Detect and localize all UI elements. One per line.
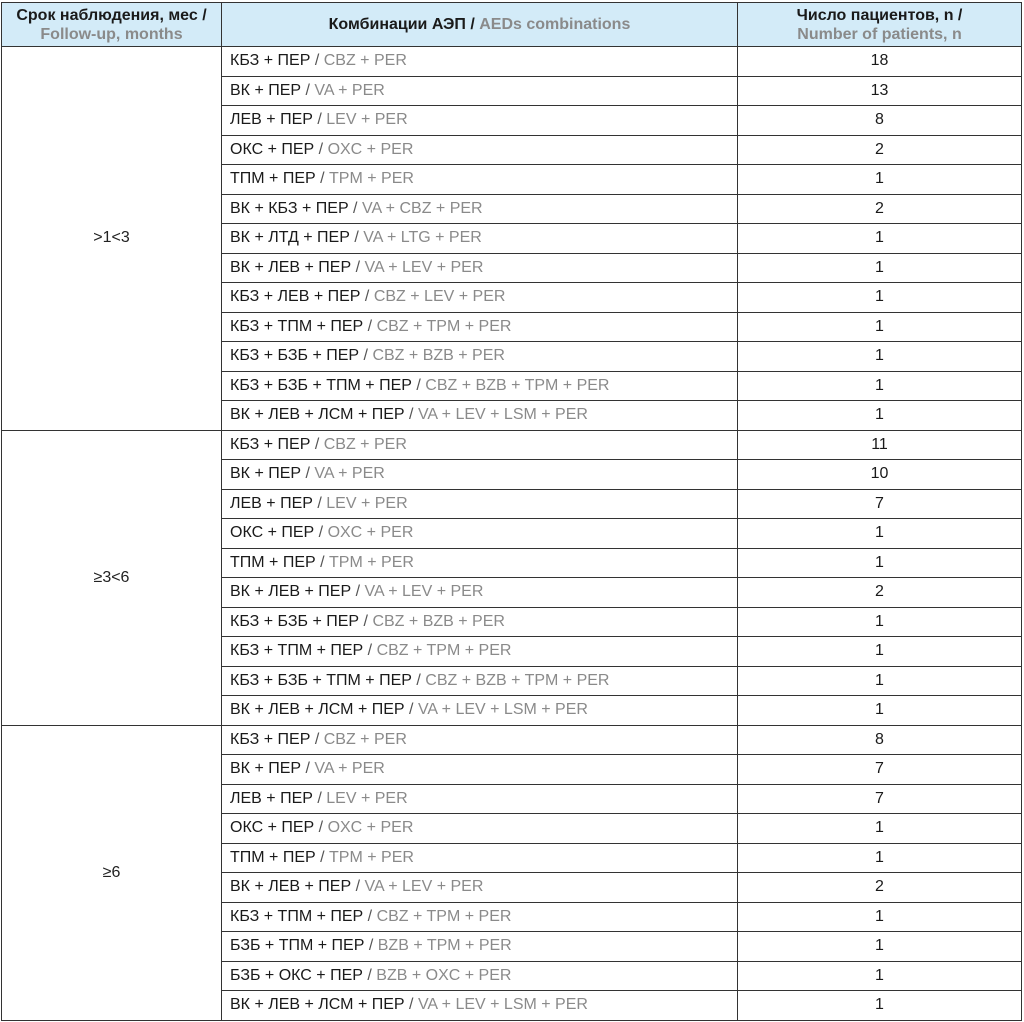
combination-ru: ВК + ЛТД + ПЕР xyxy=(230,229,350,247)
combination-en: CBZ + BZB + PER xyxy=(372,612,505,630)
table-row xyxy=(2,725,1022,755)
combination-ru: ВК + ЛЕВ + ЛСМ + ПЕР xyxy=(230,996,405,1014)
combination-ru: КБЗ + ЛЕВ + ПЕР xyxy=(230,288,361,306)
combination-cell xyxy=(222,578,738,608)
combination-cell xyxy=(222,696,738,726)
combination-ru: КБЗ + БЗБ + ПЕР xyxy=(230,612,360,630)
patients-count-cell: 1 xyxy=(738,991,1022,1021)
patients-count-cell: 13 xyxy=(738,76,1022,106)
combination-cell xyxy=(222,991,738,1021)
patients-count-cell: 2 xyxy=(738,135,1022,165)
combination-en: CBZ + PER xyxy=(323,435,407,453)
combination-en: CBZ + TPM + PER xyxy=(376,317,512,335)
header-row xyxy=(2,3,1022,47)
combination-ru: КБЗ + ПЕР xyxy=(230,730,311,748)
combination-en: CBZ + BZB + PER xyxy=(372,347,505,365)
header-combinations-ru: Комбинации АЭП / xyxy=(328,16,475,33)
combination-cell xyxy=(222,224,738,254)
combination-cell xyxy=(222,106,738,136)
table-body xyxy=(2,47,1022,1021)
header-patients-ru: Число пациентов, n / xyxy=(796,6,963,24)
combination-ru: КБЗ + ТПМ + ПЕР xyxy=(230,317,364,335)
combination-cell xyxy=(222,253,738,283)
combination-en: VA + LEV + LSM + PER xyxy=(417,701,588,719)
combination-en: OXC + PER xyxy=(327,140,414,158)
combination-separator: / xyxy=(310,730,324,748)
patients-count-cell: 8 xyxy=(738,106,1022,136)
header-patients-en: Number of patients, n xyxy=(797,25,962,43)
combination-cell xyxy=(222,607,738,637)
combination-separator: / xyxy=(314,819,328,837)
patients-count-cell: 1 xyxy=(738,224,1022,254)
combination-ru: ТПМ + ПЕР xyxy=(230,170,316,188)
combination-cell xyxy=(222,460,738,490)
aed-combinations-table xyxy=(1,2,1022,1021)
combination-cell xyxy=(222,430,738,460)
combination-cell xyxy=(222,519,738,549)
combination-cell xyxy=(222,814,738,844)
combination-ru: КБЗ + ПЕР xyxy=(230,435,311,453)
combination-cell xyxy=(222,784,738,814)
combination-separator: / xyxy=(312,494,327,512)
patients-count-cell: 1 xyxy=(738,253,1022,283)
combination-cell xyxy=(222,843,738,873)
combination-ru: ЛЕВ + ПЕР xyxy=(230,111,313,129)
combination-separator: / xyxy=(314,140,328,158)
combination-en: TPM + PER xyxy=(329,848,414,866)
combination-separator: / xyxy=(312,789,327,807)
combination-en: CBZ + LEV + PER xyxy=(373,288,506,306)
combination-separator: / xyxy=(348,199,362,217)
header-followup-ru: Срок наблюдения, мес / xyxy=(16,6,207,24)
header-followup xyxy=(2,3,222,47)
combination-en: OXC + PER xyxy=(327,819,414,837)
combination-separator: / xyxy=(411,376,426,394)
combination-ru: ВК + КБЗ + ПЕР xyxy=(230,199,349,217)
combination-cell xyxy=(222,342,738,372)
combination-ru: ВК + ПЕР xyxy=(230,465,302,483)
combination-ru: ВК + ЛЕВ + ЛСМ + ПЕР xyxy=(230,406,405,424)
followup-period-cell: ≥6 xyxy=(2,725,222,1020)
patients-count-cell: 1 xyxy=(738,371,1022,401)
combination-cell xyxy=(222,961,738,991)
patients-count-cell: 2 xyxy=(738,578,1022,608)
combination-en: VA + PER xyxy=(314,760,385,778)
patients-count-cell: 7 xyxy=(738,755,1022,785)
combination-separator: / xyxy=(315,170,330,188)
header-patients xyxy=(738,3,1022,47)
combination-en: VA + LEV + PER xyxy=(364,878,484,896)
combination-separator: / xyxy=(404,701,418,719)
combination-ru: ВК + ЛЕВ + ПЕР xyxy=(230,878,352,896)
combination-en: VA + LEV + PER xyxy=(364,258,484,276)
combination-separator: / xyxy=(351,878,365,896)
combination-cell xyxy=(222,76,738,106)
combination-cell xyxy=(222,165,738,195)
combination-separator: / xyxy=(301,465,315,483)
combination-ru: КБЗ + ТПМ + ПЕР xyxy=(230,907,364,925)
combination-ru: КБЗ + ПЕР xyxy=(230,52,311,70)
combination-ru: ВК + ПЕР xyxy=(230,760,302,778)
combination-ru: БЗБ + ОКС + ПЕР xyxy=(230,966,363,984)
combination-separator: / xyxy=(404,996,418,1014)
header-combinations-en: AEDs combinations xyxy=(479,16,631,33)
patients-count-cell: 18 xyxy=(738,47,1022,77)
combination-en: VA + LEV + LSM + PER xyxy=(417,996,588,1014)
combination-en: TPM + PER xyxy=(329,170,414,188)
combination-separator: / xyxy=(349,229,364,247)
combination-ru: КБЗ + ТПМ + ПЕР xyxy=(230,642,364,660)
patients-count-cell: 1 xyxy=(738,401,1022,431)
combination-ru: ОКС + ПЕР xyxy=(230,819,315,837)
combination-separator: / xyxy=(310,52,324,70)
combination-cell xyxy=(222,371,738,401)
combination-en: VA + LTG + PER xyxy=(363,229,482,247)
combination-separator: / xyxy=(359,347,373,365)
patients-count-cell: 1 xyxy=(738,843,1022,873)
combination-separator: / xyxy=(359,612,373,630)
combination-en: CBZ + TPM + PER xyxy=(376,642,512,660)
combination-ru: БЗБ + ТПМ + ПЕР xyxy=(230,937,365,955)
combination-separator: / xyxy=(363,907,377,925)
patients-count-cell: 1 xyxy=(738,666,1022,696)
patients-count-cell: 2 xyxy=(738,873,1022,903)
combination-cell xyxy=(222,932,738,962)
combination-cell xyxy=(222,725,738,755)
combination-ru: КБЗ + БЗБ + ТПМ + ПЕР xyxy=(230,671,412,689)
combination-separator: / xyxy=(301,760,315,778)
patients-count-cell: 1 xyxy=(738,696,1022,726)
combination-en: BZB + OXC + PER xyxy=(376,966,512,984)
combination-cell xyxy=(222,548,738,578)
combination-ru: КБЗ + БЗБ + ПЕР xyxy=(230,347,360,365)
patients-count-cell: 1 xyxy=(738,548,1022,578)
combination-en: CBZ + TPM + PER xyxy=(376,907,512,925)
combination-en: VA + LEV + LSM + PER xyxy=(417,406,588,424)
combination-ru: ЛЕВ + ПЕР xyxy=(230,789,313,807)
patients-count-cell: 1 xyxy=(738,519,1022,549)
combination-en: OXC + PER xyxy=(327,524,414,542)
combination-cell xyxy=(222,194,738,224)
patients-count-cell: 1 xyxy=(738,902,1022,932)
combination-separator: / xyxy=(315,848,330,866)
combination-ru: ТПМ + ПЕР xyxy=(230,848,316,866)
combination-cell xyxy=(222,47,738,77)
combination-ru: ОКС + ПЕР xyxy=(230,140,315,158)
patients-count-cell: 2 xyxy=(738,194,1022,224)
combination-ru: ОКС + ПЕР xyxy=(230,524,315,542)
patients-count-cell: 1 xyxy=(738,637,1022,667)
patients-count-cell: 1 xyxy=(738,342,1022,372)
combination-ru: ВК + ЛЕВ + ЛСМ + ПЕР xyxy=(230,701,405,719)
combination-en: LEV + PER xyxy=(326,494,408,512)
patients-count-cell: 1 xyxy=(738,312,1022,342)
combination-separator: / xyxy=(362,966,377,984)
combination-en: CBZ + BZB + TPM + PER xyxy=(425,376,610,394)
combination-separator: / xyxy=(364,937,378,955)
combination-cell xyxy=(222,637,738,667)
combination-separator: / xyxy=(404,406,418,424)
patients-count-cell: 1 xyxy=(738,283,1022,313)
combination-separator: / xyxy=(315,553,330,571)
combination-en: TPM + PER xyxy=(329,553,414,571)
combination-cell xyxy=(222,401,738,431)
patients-count-cell: 1 xyxy=(738,165,1022,195)
followup-period-cell: ≥3<6 xyxy=(2,430,222,725)
table-row xyxy=(2,430,1022,460)
combination-en: VA + LEV + PER xyxy=(364,583,484,601)
combination-ru: ВК + ЛЕВ + ПЕР xyxy=(230,583,352,601)
combination-separator: / xyxy=(310,435,324,453)
combination-separator: / xyxy=(351,258,365,276)
combination-cell xyxy=(222,312,738,342)
combination-en: LEV + PER xyxy=(326,789,408,807)
patients-count-cell: 7 xyxy=(738,784,1022,814)
combination-separator: / xyxy=(411,671,426,689)
combination-cell xyxy=(222,755,738,785)
combination-separator: / xyxy=(312,111,327,129)
combination-ru: ВК + ПЕР xyxy=(230,81,302,99)
patients-count-cell: 1 xyxy=(738,607,1022,637)
table-row xyxy=(2,47,1022,77)
combination-en: CBZ + BZB + TPM + PER xyxy=(425,671,610,689)
patients-count-cell: 8 xyxy=(738,725,1022,755)
combination-cell xyxy=(222,489,738,519)
patients-count-cell: 11 xyxy=(738,430,1022,460)
combination-en: LEV + PER xyxy=(326,111,408,129)
combination-ru: ВК + ЛЕВ + ПЕР xyxy=(230,258,352,276)
combination-cell xyxy=(222,902,738,932)
combination-ru: ТПМ + ПЕР xyxy=(230,553,316,571)
patients-count-cell: 1 xyxy=(738,814,1022,844)
patients-count-cell: 7 xyxy=(738,489,1022,519)
table-header xyxy=(2,3,1022,47)
combination-separator: / xyxy=(360,288,374,306)
combination-en: VA + CBZ + PER xyxy=(361,199,483,217)
followup-period-cell: >1<3 xyxy=(2,47,222,431)
header-combinations xyxy=(222,3,738,47)
combination-en: CBZ + PER xyxy=(323,52,407,70)
combination-en: CBZ + PER xyxy=(323,730,407,748)
patients-count-cell: 1 xyxy=(738,961,1022,991)
combination-cell xyxy=(222,283,738,313)
combination-cell xyxy=(222,666,738,696)
combination-cell xyxy=(222,873,738,903)
combination-cell xyxy=(222,135,738,165)
combination-separator: / xyxy=(363,642,377,660)
patients-count-cell: 1 xyxy=(738,932,1022,962)
combination-en: VA + PER xyxy=(314,81,385,99)
combination-en: VA + PER xyxy=(314,465,385,483)
combination-en: BZB + TPM + PER xyxy=(377,937,512,955)
combination-separator: / xyxy=(301,81,315,99)
combination-separator: / xyxy=(351,583,365,601)
combination-separator: / xyxy=(314,524,328,542)
combination-ru: ЛЕВ + ПЕР xyxy=(230,494,313,512)
patients-count-cell: 10 xyxy=(738,460,1022,490)
combination-ru: КБЗ + БЗБ + ТПМ + ПЕР xyxy=(230,376,412,394)
header-followup-en: Follow-up, months xyxy=(40,25,183,43)
combination-separator: / xyxy=(363,317,377,335)
